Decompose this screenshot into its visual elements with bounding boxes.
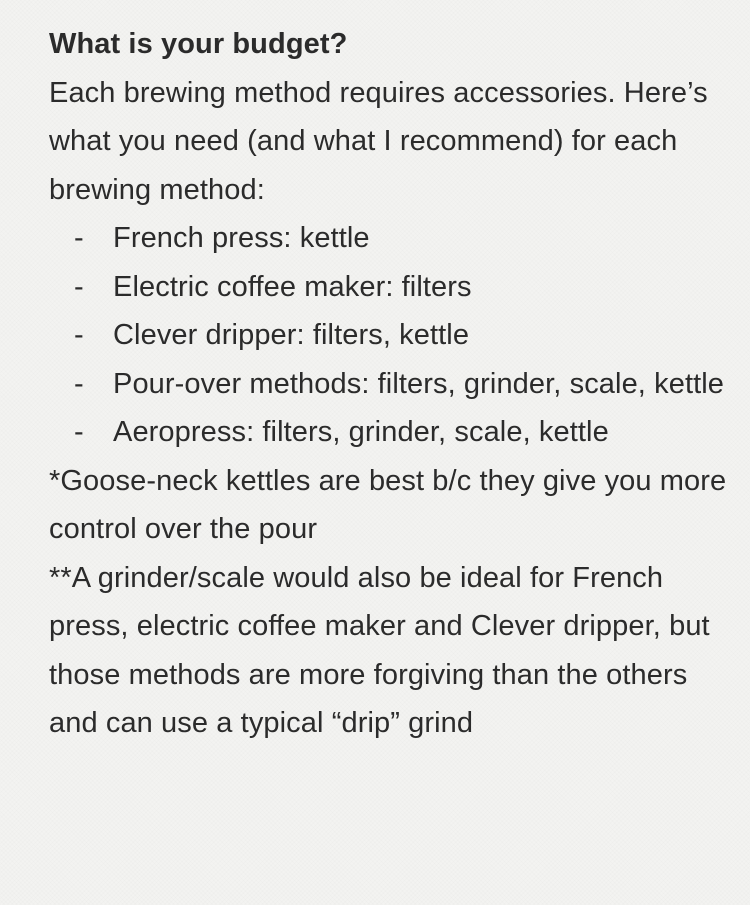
list-item-text: French press: kettle — [113, 222, 370, 254]
bullet-dash: - — [74, 319, 84, 351]
bullet-dash: - — [74, 222, 84, 254]
list-item-text: Electric coffee maker: filters — [113, 270, 472, 303]
list-item — [49, 311, 729, 360]
footnote-kettle: *Goose-neck kettles are best b/c they give you more control over the pour — [49, 464, 727, 545]
list-item-text: Aeropress: filters, grinder, scale, kettle — [113, 416, 609, 448]
list-item-text: Pour-over methods: filters, grinder, scale, kettle — [113, 367, 725, 400]
list-item — [49, 408, 729, 457]
note-body — [49, 20, 729, 748]
list-item — [49, 263, 729, 312]
bullet-dash: - — [74, 367, 84, 400]
intro-paragraph: Each brewing method requires accessories. Here’s what you need (and what I recommend) for each brewing method: — [49, 76, 708, 206]
list-item — [49, 214, 729, 263]
bullet-dash: - — [74, 270, 84, 303]
list-item — [49, 360, 729, 409]
footnote-grinder: **A grinder/scale would also be ideal for French press, electric coffee maker and Clever dripper, but those methods are more forgiving than the others and can use a typical “drip” grind — [49, 561, 710, 739]
list-item-text: Clever dripper: filters, kettle — [113, 319, 470, 351]
note-heading: What is your budget? — [49, 28, 348, 60]
accessory-list — [49, 214, 729, 457]
bullet-dash: - — [74, 416, 84, 448]
